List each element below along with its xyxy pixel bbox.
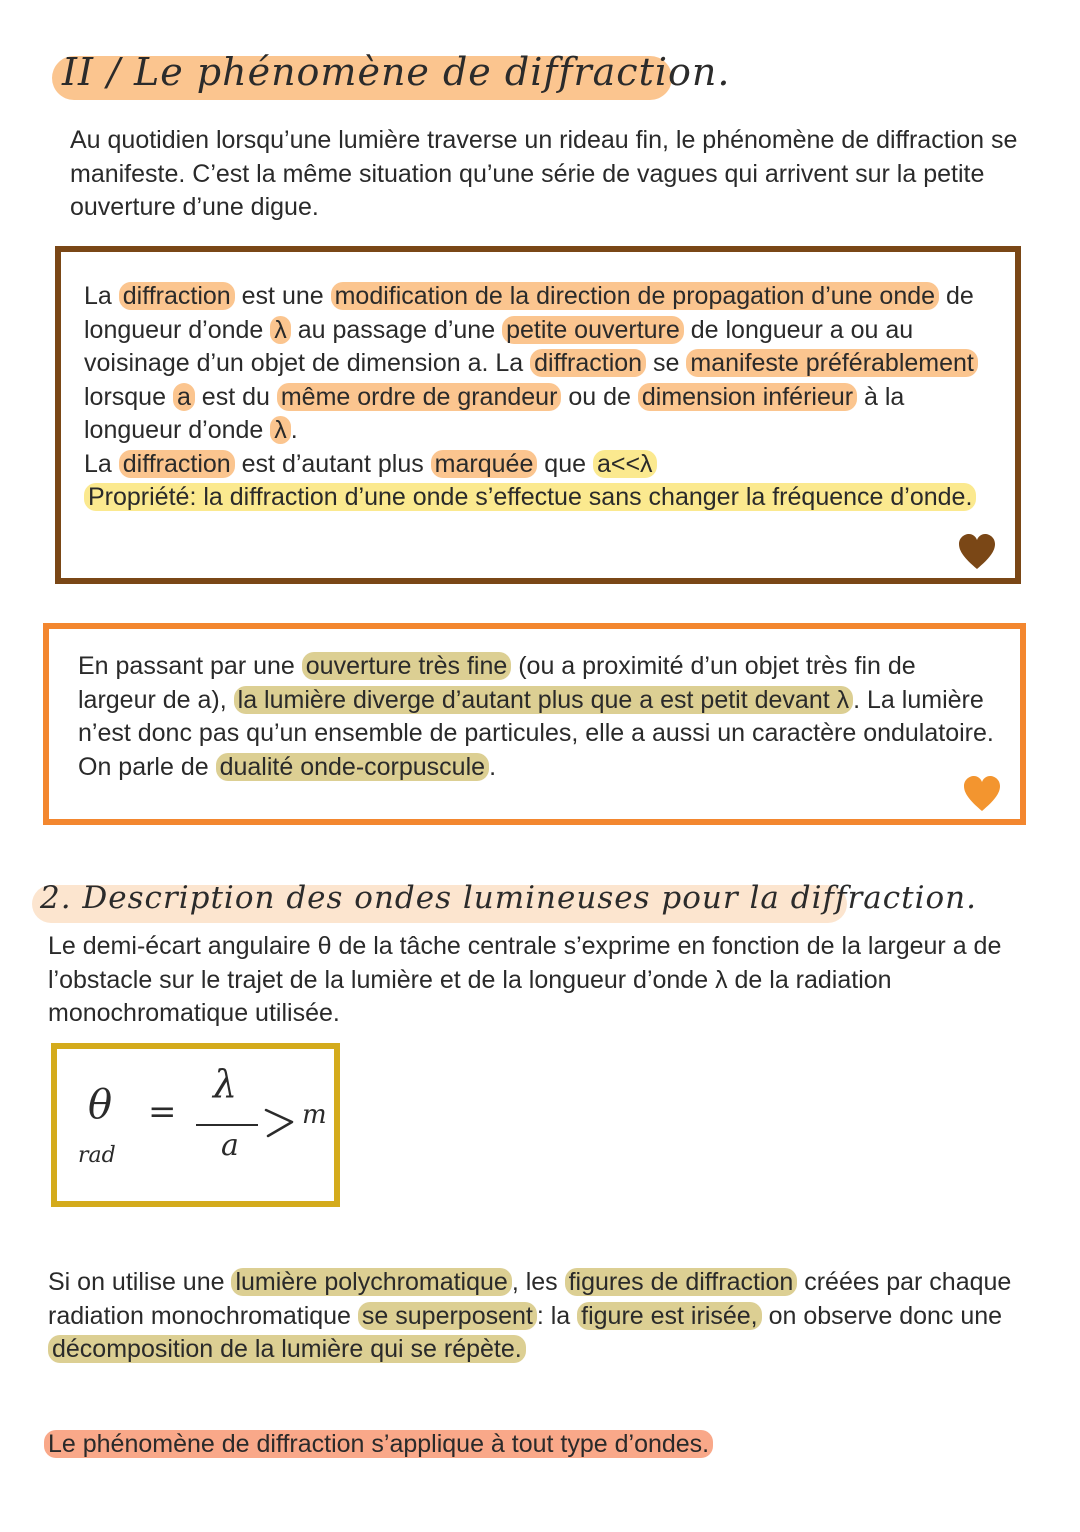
greater-than-icon <box>262 1106 298 1140</box>
definition-text: La diffraction est une modification de la direction de propagation d’une onde de longueur d’onde λ au passage d’une petite ouverture de longueur a ou au voisinage d’un objet de dimension a. La diffraction se manifeste préférablement lorsque a est du même ordre de grandeur ou de dimension inférieur à la longueur d’onde λ . La diffraction est d’autant plus marquée que a<<λ Propriété: la diffraction d’une onde s’effectue sans changer la fréquence d’onde. <box>84 280 1004 515</box>
formula-denominator: a <box>221 1128 239 1163</box>
formula-unit: m <box>302 1100 327 1130</box>
fraction-bar <box>196 1124 258 1126</box>
polychromatic-paragraph: Si on utilise une lumière polychromatique , les figures de diffraction créées par chaque radiation monochromatique se superposent : la figure est irisée, on observe donc une décomposition de la lumière qui se répète. <box>48 1268 1012 1363</box>
formula-theta-unit: rad <box>78 1143 116 1168</box>
formula-theta: θ <box>88 1082 113 1128</box>
conclusion: Le phénomène de diffraction s’applique à tout type d’ondes. <box>44 1428 713 1462</box>
formula-equals: = <box>148 1092 177 1132</box>
brown-heart-icon <box>957 532 997 572</box>
description-paragraph: Le demi-écart angulaire θ de la tâche centrale s’exprime en fonction de la largeur a de l’obstacle sur le trajet de la lumière et de la longueur d’onde λ de la radiation monochromatique utilisée. <box>48 932 1002 1027</box>
section-title: II / Le phénomène de diffraction. <box>62 50 731 94</box>
orange-heart-icon <box>962 774 1002 814</box>
duality-text: En passant par une ouverture très fine (ou a proximité d’un objet très fin de largeur de a), la lumière diverge d’autant plus que a est petit devant λ . La lumière n’est donc pas qu’un ensemble de particules, elle a aussi un caractère ondulatoire. On parle de dualité onde-corpuscule . <box>78 652 994 781</box>
property-statement: Propriété: la diffraction d’une onde s’effectue sans changer la fréquence d’onde. <box>84 483 976 511</box>
intro-paragraph: Au quotidien lorsqu’une lumière traverse un rideau fin, le phénomène de diffraction se manifeste. C’est la même situation qu’une série de vagues qui arrivent sur la petite ouverture d’une digue. <box>70 126 1018 221</box>
formula-numerator: λ <box>213 1062 238 1106</box>
subsection-title: 2. Description des ondes lumineuses pour la diffraction. <box>40 880 977 916</box>
